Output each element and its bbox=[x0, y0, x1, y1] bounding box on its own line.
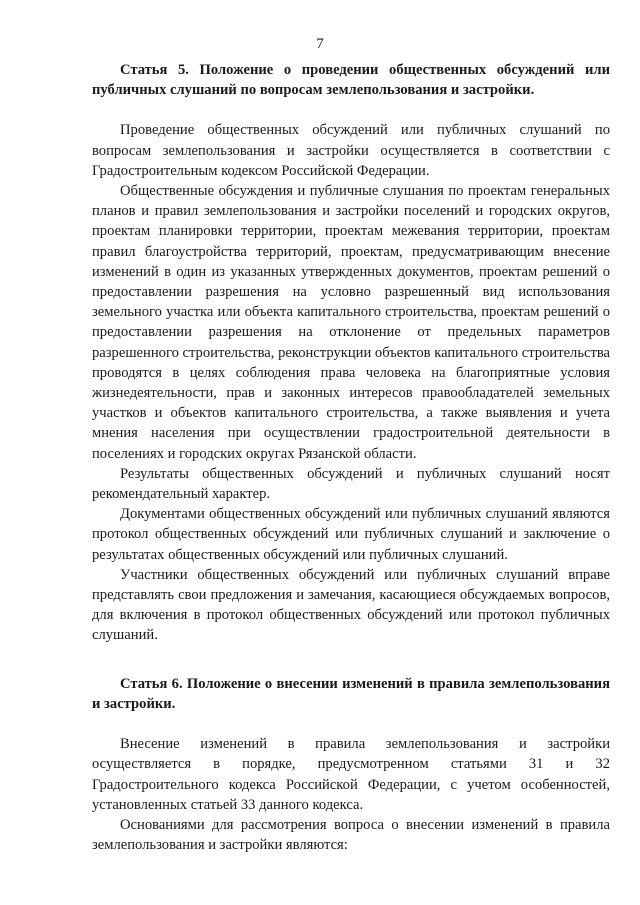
article-5-paragraph-1: Проведение общественных обсуждений или публичных слушаний по вопросам землепользования и застройки осуществляется в соответствии с Градостроительным кодексом Российской Федерации. bbox=[92, 122, 610, 179]
article-6-heading: Статья 6. Положение о внесении изменений в правила землепользования и застройки. bbox=[92, 675, 610, 712]
spacer bbox=[92, 646, 610, 674]
document-body bbox=[92, 60, 610, 855]
spacer bbox=[92, 100, 610, 120]
article-5-paragraph-4: Документами общественных обсуждений или публичных слушаний являются протокол общественных обсуждений или публичных слушаний и заключение о результатах общественных обсуждений или публичных слушаний. bbox=[92, 506, 610, 563]
page-number: 7 bbox=[316, 36, 324, 52]
article-6-paragraph-1: Внесение изменений в правила землепользования и застройки осуществляется в порядке, предусмотренном статьями 31 и 32 Градостроительного кодекса Российской Федерации, с учетом особенностей, установленных статьей 33 данного кодекса. bbox=[92, 736, 610, 813]
article-5-paragraph-5: Участники общественных обсуждений или публичных слушаний вправе представлять свои предложения и замечания, касающиеся обсуждаемых вопросов, для включения в протокол общественных обсуждений или протокол публичных слушаний. bbox=[92, 566, 610, 644]
spacer bbox=[92, 714, 610, 734]
article-5-heading: Статья 5. Положение о проведении общественных обсуждений или публичных слушаний по вопросам землепользования и застройки. bbox=[92, 62, 610, 99]
article-6-paragraph-2: Основаниями для рассмотрения вопроса о внесении изменений в правила землепользования и застройки являются: bbox=[92, 816, 610, 854]
article-5-paragraph-2: Общественные обсуждения и публичные слушания по проектам генеральных планов и правил землепользования и застройки поселений и городских округов, проектам планировки территории, проектам межевания территории, проектам правил благоустройства территорий, проектам, предусматривающим внесение изменений в один из указанных утвержденных документов, проектам решений о предоставлении разрешения на условно разрешенный вид использования земельного участка или объекта капитального строительства, проектам решений о предоставлении разрешения на отклонение от предельных параметров разрешенного строительства, реконструкции объектов капитального строительства проводятся в целях соблюдения права человека на благоприятные условия жизнедеятельности, прав и законных интересов правообладателей земельных участков и объектов капитального строительства, а также выявления и учета мнения населения при осуществлении градостроительной деятельности в поселениях и городских округах Рязанской области. bbox=[92, 183, 611, 462]
article-5-paragraph-3: Результаты общественных обсуждений и публичных слушаний носят рекомендательный характер. bbox=[92, 465, 610, 503]
